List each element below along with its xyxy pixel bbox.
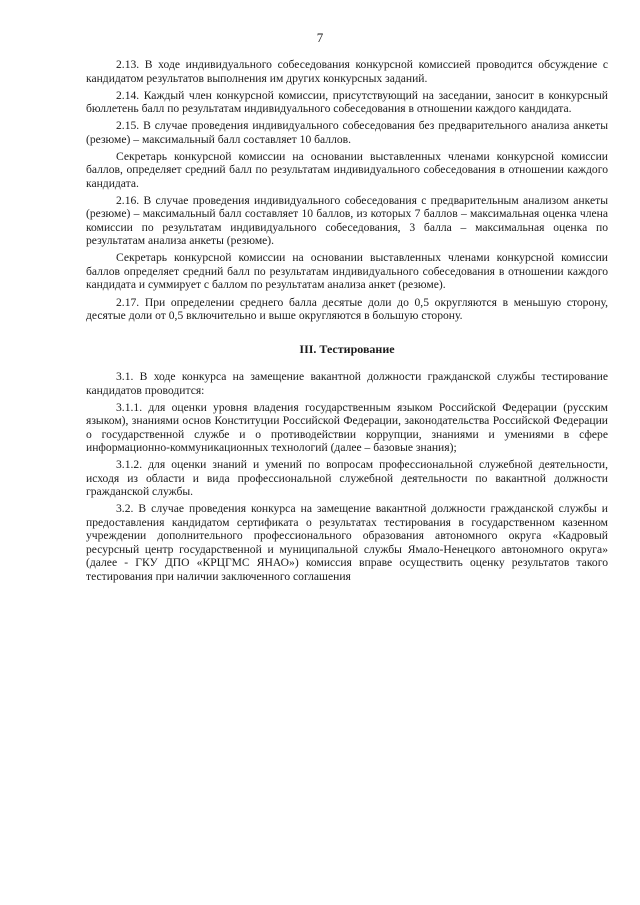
paragraph-3-1-1: 3.1.1. для оценки уровня владения государственным языком Российской Федерации (русским языком), знаниями основ Конституции Российской Федерации, законодательства Российской Федерации о государственной службе и о противодействии коррупции, знаниями и умениями в сфере информационно-коммуникационных технологий (далее – базовые знания); bbox=[86, 400, 608, 455]
document-body bbox=[86, 58, 608, 587]
page-number: 7 bbox=[316, 30, 324, 45]
paragraph-3-1: 3.1. В ходе конкурса на замещение вакантной должности гражданской службы тестирование кандидатов проводится: bbox=[86, 370, 608, 397]
paragraph-3-2: 3.2. В случае проведения конкурса на замещение вакантной должности гражданской службы и предоставления кандидатом сертификата о результатах тестирования в государственном казенном учреждении дополнительного профессионального образования автономного округа «Кадровый ресурсный центр государственной и муниципальной службы Ямало-Ненецкого автономного округа» (далее - ГКУ ДПО «КРЦГМС ЯНАО») комиссия вправе осуществить оценку результатов такого тестирования при наличии заключенного соглашения bbox=[86, 502, 608, 583]
section-heading: III. Тестирование bbox=[299, 341, 395, 356]
paragraph-2-16: 2.16. В случае проведения индивидуального собеседования с предварительным анализом анкеты (резюме) – максимальный балл составляет 10 баллов, из которых 7 баллов – максимальная оценка члена комиссии по результатам индивидуального собеседования, 3 балла – максимальная оценка по результатам анализа анкеты (резюме). bbox=[86, 193, 608, 248]
paragraph-2-13: 2.13. В ходе индивидуального собеседования конкурсной комиссией проводится обсуждение с кандидатом результатов выполнения им других конкурсных заданий. bbox=[86, 58, 608, 85]
paragraph-2-14: 2.14. Каждый член конкурсной комиссии, присутствующий на заседании, заносит в конкурсный бюллетень балл по результатам индивидуального собеседования в отношении каждого кандидата. bbox=[86, 88, 608, 116]
paragraph-2-15-secretary: Секретарь конкурсной комиссии на основании выставленных членами конкурсной комиссии баллов, определяет средний балл по результатам индивидуального собеседования в отношении каждого кандидата. bbox=[86, 149, 608, 190]
paragraph-2-15: 2.15. В случае проведения индивидуального собеседования без предварительного анализа анкеты (резюме) – максимальный балл составляет 10 баллов. bbox=[86, 119, 608, 146]
paragraph-2-17: 2.17. При определении среднего балла десятые доли до 0,5 округляются в меньшую сторону, десятые доли от 0,5 включительно и выше округляются в большую сторону. bbox=[86, 295, 608, 323]
paragraph-2-16-secretary: Секретарь конкурсной комиссии на основании выставленных членами конкурсной комиссии баллов определяет средний балл по результатам индивидуального собеседования в отношении каждого кандидата и суммирует с баллом по результатам анализа анкет (резюме). bbox=[86, 251, 608, 292]
paragraph-3-1-2: 3.1.2. для оценки знаний и умений по вопросам профессиональной служебной деятельности, исходя из области и вида профессиональной служебной деятельности по вакантной должности гражданской службы. bbox=[86, 458, 608, 499]
